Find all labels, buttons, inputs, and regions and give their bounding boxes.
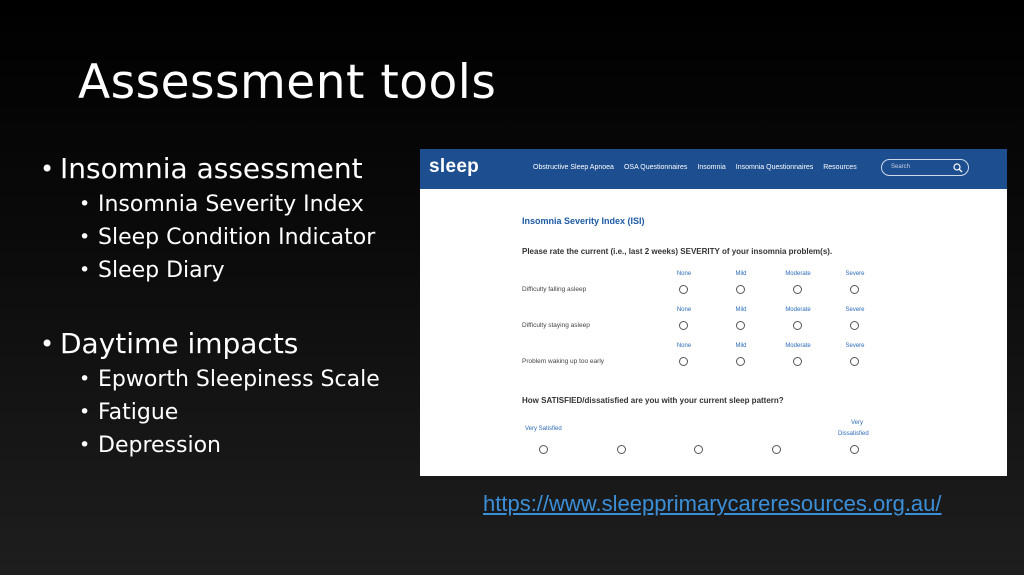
bullet-list xyxy=(40,150,410,462)
option-label-severe: Severe xyxy=(845,307,865,313)
radio-waking-none[interactable] xyxy=(679,357,688,366)
sat-label-very: Very xyxy=(850,420,863,426)
row-label-waking-early: Problem waking up too early xyxy=(522,358,605,365)
option-label-none: None xyxy=(676,307,692,313)
radio-waking-severe[interactable] xyxy=(850,357,859,366)
bullet-sleep-condition-indicator: • Sleep Condition Indicator xyxy=(40,221,410,254)
bullet-depression: • Depression xyxy=(40,429,410,462)
radio-falling-severe[interactable] xyxy=(850,285,859,294)
radio-sat-4[interactable] xyxy=(772,445,781,454)
radio-waking-moderate[interactable] xyxy=(793,357,802,366)
slide-title: Assessment tools xyxy=(78,55,497,110)
option-label-severe: Severe xyxy=(845,343,865,349)
bullet-daytime-impacts: • Daytime impacts xyxy=(40,325,410,363)
search-placeholder: Search xyxy=(891,164,911,170)
resource-link[interactable]: https://www.sleepprimarycareresources.org.au/ xyxy=(483,491,942,516)
bullet-epworth-sleepiness-scale: • Epworth Sleepiness Scale xyxy=(40,363,410,396)
radio-falling-none[interactable] xyxy=(679,285,688,294)
option-label-moderate: Moderate xyxy=(785,271,811,277)
radio-sat-1[interactable] xyxy=(539,445,548,454)
nav-item-osa[interactable]: Obstructive Sleep Apnoea xyxy=(533,164,614,171)
site-nav-bar xyxy=(420,149,1007,189)
site-search-input[interactable] xyxy=(881,159,969,176)
bullet-insomnia-assessment: • Insomnia assessment xyxy=(40,150,410,188)
option-label-severe: Severe xyxy=(845,271,865,277)
option-label-mild: Mild xyxy=(735,271,747,277)
website-screenshot xyxy=(420,149,1007,476)
row-label-falling-asleep: Difficulty falling asleep xyxy=(522,286,587,293)
site-menu xyxy=(533,164,857,171)
bullet-fatigue: • Fatigue xyxy=(40,396,410,429)
radio-sat-5[interactable] xyxy=(850,445,859,454)
radio-sat-2[interactable] xyxy=(617,445,626,454)
option-label-mild: Mild xyxy=(735,307,747,313)
option-label-moderate: Moderate xyxy=(785,307,811,313)
radio-staying-severe[interactable] xyxy=(850,321,859,330)
row-label-staying-asleep: Difficulty staying asleep xyxy=(522,322,590,329)
nav-item-insomnia-questionnaires[interactable]: Insomnia Questionnaires xyxy=(735,164,814,171)
option-label-none: None xyxy=(676,343,692,349)
bullet-insomnia-severity-index: • Insomnia Severity Index xyxy=(40,188,410,221)
radio-falling-mild[interactable] xyxy=(736,285,745,294)
severity-question: Please rate the current (i.e., last 2 weeks) SEVERITY of your insomnia problem(s). xyxy=(522,247,833,256)
nav-item-osa-questionnaires[interactable]: OSA Questionnaires xyxy=(623,164,688,171)
nav-item-resources[interactable]: Resources xyxy=(823,164,857,171)
search-icon xyxy=(953,163,963,173)
sat-label-dissatisfied: Dissatisfied xyxy=(838,431,869,437)
option-label-none: None xyxy=(676,271,692,277)
radio-staying-mild[interactable] xyxy=(736,321,745,330)
site-logo: sleep xyxy=(429,156,480,177)
option-label-moderate: Moderate xyxy=(785,343,811,349)
radio-waking-mild[interactable] xyxy=(736,357,745,366)
radio-staying-none[interactable] xyxy=(679,321,688,330)
radio-staying-moderate[interactable] xyxy=(793,321,802,330)
option-label-mild: Mild xyxy=(735,343,747,349)
form-title: Insomnia Severity Index (ISI) xyxy=(522,216,645,226)
radio-falling-moderate[interactable] xyxy=(793,285,802,294)
sat-label-very-satisfied: Very Satisfied xyxy=(525,426,562,432)
nav-item-insomnia[interactable]: Insomnia xyxy=(697,164,726,171)
satisfaction-question: How SATISFIED/dissatisfied are you with your current sleep pattern? xyxy=(522,396,784,405)
bullet-sleep-diary: • Sleep Diary xyxy=(40,254,410,287)
radio-sat-3[interactable] xyxy=(694,445,703,454)
